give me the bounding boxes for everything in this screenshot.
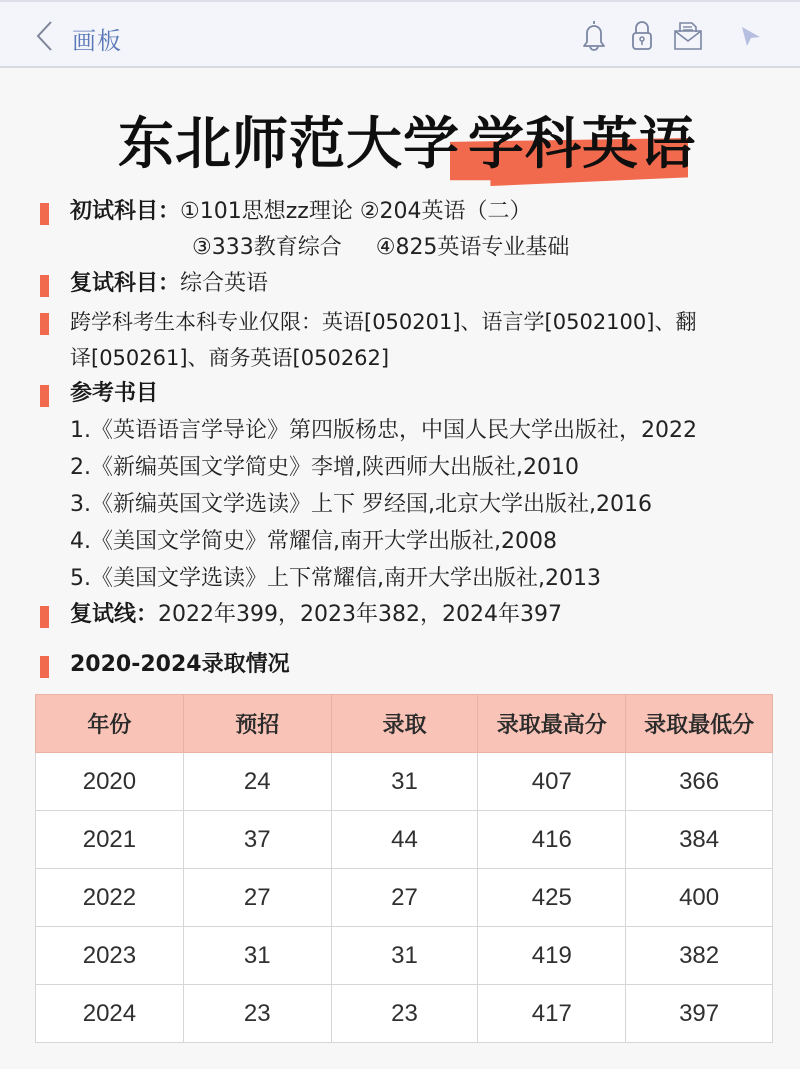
cell-year: 2020 [36, 753, 184, 811]
book-item: 1.《英语语言学导论》第四版杨忠，中国人民大学出版社，2022 [70, 418, 697, 443]
cell-max-score: 417 [478, 985, 626, 1043]
cell-planned: 27 [183, 869, 331, 927]
cell-planned: 31 [183, 927, 331, 985]
cell-max-score: 416 [478, 811, 626, 869]
lock-icon [626, 18, 658, 52]
document-content [0, 68, 800, 1069]
table-header-row [36, 695, 773, 753]
cell-year: 2023 [36, 927, 184, 985]
books-label: 参考书目 [70, 381, 159, 406]
cross-major-line2: 译[050261]、商务英语[050262] [70, 346, 390, 370]
cell-year: 2022 [36, 869, 184, 927]
section-marker [40, 313, 49, 335]
initial-exam-label: 初试科目： [70, 199, 181, 224]
cell-min-score: 382 [626, 927, 773, 985]
section-marker [40, 275, 49, 297]
cell-max-score: 407 [478, 753, 626, 811]
header-year: 年份 [36, 695, 184, 753]
cell-min-score: 366 [626, 753, 773, 811]
board-title: 画板 [72, 27, 122, 55]
send-icon [736, 18, 768, 52]
bell-button[interactable] [578, 18, 610, 52]
header-admitted: 录取 [331, 695, 478, 753]
mail-icon [672, 18, 704, 52]
book-item: 2.《新编英国文学简史》李增,陕西师大出版社,2010 [70, 455, 579, 480]
retest-line-value: 2022年399，2023年382，2024年397 [158, 602, 562, 627]
cell-min-score: 384 [626, 811, 773, 869]
section-marker [40, 656, 49, 678]
bell-icon [578, 18, 610, 52]
initial-exam-item4: ④825英语专业基础 [375, 235, 570, 260]
cell-min-score: 397 [626, 985, 773, 1043]
section-marker [40, 203, 49, 225]
top-bar [0, 0, 800, 68]
retest-subject-label: 复试科目： [70, 271, 181, 296]
cell-admitted: 44 [331, 811, 478, 869]
retest-subject-value: 综合英语 [180, 271, 269, 296]
cell-admitted: 27 [331, 869, 478, 927]
cell-max-score: 425 [478, 869, 626, 927]
title-subject: 学科英语 [468, 112, 696, 177]
cell-max-score: 419 [478, 927, 626, 985]
section-marker [40, 606, 49, 628]
book-item: 3.《新编英国文学选读》上下 罗经国,北京大学出版社,2016 [70, 492, 652, 517]
cell-admitted: 31 [331, 753, 478, 811]
cell-year: 2021 [36, 811, 184, 869]
header-max-score: 录取最高分 [478, 695, 626, 753]
header-min-score: 录取最低分 [626, 695, 773, 753]
header-planned: 预招 [183, 695, 331, 753]
cell-year: 2024 [36, 985, 184, 1043]
cell-planned: 23 [183, 985, 331, 1043]
admission-label: 2020-2024录取情况 [70, 652, 290, 677]
mail-button[interactable] [672, 18, 704, 52]
cell-min-score: 400 [626, 869, 773, 927]
table-row [36, 753, 773, 811]
cell-admitted: 23 [331, 985, 478, 1043]
retest-subject-row [70, 266, 268, 302]
cell-planned: 37 [183, 811, 331, 869]
initial-exam-line1: ①101思想zz理论 ②204英语（二） [180, 199, 532, 224]
chevron-left-icon [34, 20, 56, 52]
table-row [36, 869, 773, 927]
initial-exam-row [70, 194, 532, 230]
admission-table [35, 694, 773, 1043]
initial-exam-row2 [192, 230, 569, 266]
table-row [36, 985, 773, 1043]
retest-line-label: 复试线： [70, 602, 159, 627]
lock-button[interactable] [626, 18, 658, 52]
back-button[interactable] [34, 20, 56, 52]
table-row [36, 811, 773, 869]
hero-title [0, 98, 800, 178]
retest-line-row [70, 597, 562, 633]
table-row [36, 927, 773, 985]
cell-planned: 24 [183, 753, 331, 811]
cell-admitted: 31 [331, 927, 478, 985]
book-item: 4.《美国文学简史》常耀信,南开大学出版社,2008 [70, 529, 557, 554]
cross-major-line1: 跨学科考生本科专业仅限：英语[050201]、语言学[0502100]、翻 [70, 310, 697, 334]
send-button[interactable] [736, 18, 768, 52]
initial-exam-item3: ③333教育综合 [192, 235, 342, 260]
section-marker [40, 385, 49, 407]
book-item: 5.《美国文学选读》上下常耀信,南开大学出版社,2013 [70, 566, 601, 591]
title-university: 东北师范大学 [118, 112, 460, 177]
